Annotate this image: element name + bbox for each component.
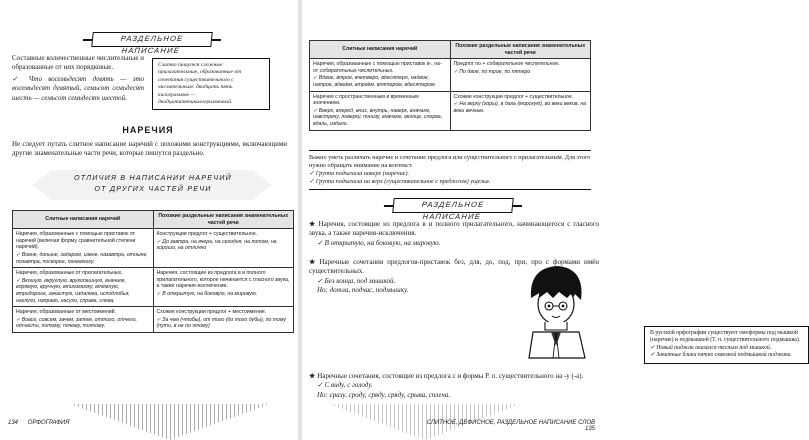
table-cell	[450, 91, 591, 130]
ortho-example-2: ✓ Закатные блики пятно сквозной подмышкой пиджака.	[650, 352, 792, 359]
cell-text: Наречия, образованные от прилагательных.	[16, 270, 123, 277]
subheading-line-2: ОТ ДРУГИХ ЧАСТЕЙ РЕЧИ	[94, 184, 212, 193]
bullet-example: ✓ В открытую, на боковую, на мировую.	[317, 238, 441, 247]
cell-text: Наречия, состоящие из предлога в и полного прилагательного, которое начинается с гласного звука, а также наречие-исключение.	[156, 270, 290, 290]
table-cell	[153, 307, 294, 333]
col-header-separate: Похожие раздельные написания знаменательных частей речи	[153, 211, 294, 229]
cell-text: Наречия, образованные с помощью приставок в-, на- от собирательных числительных.	[313, 61, 442, 74]
table-cell	[13, 268, 154, 307]
manga-student-illustration	[509, 258, 599, 358]
context-note	[309, 150, 591, 190]
table-header-row	[310, 41, 591, 59]
cell-text: Наречия, образованные от местоимений.	[16, 309, 116, 316]
bullet-item	[309, 372, 599, 400]
subheading-line-1: ОТЛИЧИЯ В НАПИСАНИИ НАРЕЧИЙ	[74, 173, 232, 182]
cell-text: Наречия, образованные с помощью приставок от наречий (включая форму сравнительной степени наречий).	[16, 231, 136, 251]
table-row	[310, 91, 591, 130]
cell-text: Конструкции предлог + существительное.	[156, 231, 258, 238]
cell-example: ✓ За чем (чтобы), от того (до того дубы), по тому (пути, в не по этому)	[156, 316, 287, 330]
star-icon: ★	[309, 258, 318, 266]
right-comparison-table	[309, 40, 591, 131]
left-footer	[8, 420, 128, 426]
col-header-solid: Слитные написания наречий	[310, 41, 451, 59]
col-header-separate: Похожие раздельные написания знаменательных частей речи	[450, 41, 591, 59]
right-page-number: 135	[584, 426, 595, 432]
cell-example: ✓ В открытую, на боковую, на мировую.	[156, 290, 258, 297]
warning-paragraph: Не следует путать слитное написание наречий с похожими конструкциями, включающими другие знаменательные части речи, которые пишутся раздельно.	[12, 140, 287, 158]
cell-example: ✓ На верху (горы), в даль (морскую), во веки веков, на веки вечные.	[453, 101, 587, 114]
cell-example: ✓ Вверх, вперед, вниз, внутрь, наверх, вначале, навстречу, поверху, понизу, вначале, вконце, сперва, вдаль, издали.	[313, 107, 443, 127]
table-cell	[450, 59, 591, 91]
note-example-1: ✓ Группа подъехала наверх (наречие).	[309, 170, 410, 177]
bullet-text: Наречные сочетания, состоящие из предлога с и формы Р. п. существительного на -у (-а).	[317, 372, 584, 380]
cell-example: ✓ Вдвое, втрое, вчетверо, вдесятеро, надвое, натрое, вдвоём, втроём, впятером, вдесятером.	[313, 75, 437, 88]
intro-text: Составные количественные числительные и образованные от них порядковые.	[12, 54, 144, 72]
separate-writing-banner: РАЗДЕЛЬНОЕ НАПИСАНИЕ	[91, 32, 213, 47]
table-cell	[310, 91, 451, 130]
cell-example: ✓ Вкошую, вкруглую, врукопашную, вначале, впрямую, вручную, втихомолку, втёмную, втридорога, зачастую, издалека, исподлобья, наглухо, направо, насухо, справа, слева.	[16, 277, 130, 304]
differences-subheading	[48, 172, 258, 194]
right-running-title: СЛИТНОЕ, ДЕФИСНОЕ, РАЗДЕЛЬНОЕ НАПИСАНИЕ СЛОВ	[426, 420, 595, 426]
compound-adjective-frame	[152, 58, 270, 110]
table-cell	[153, 268, 294, 307]
bullet-item	[309, 220, 599, 248]
bullet-example: ✓ С виду, с голоду.	[317, 381, 373, 390]
table-cell	[310, 59, 451, 91]
table-row	[13, 268, 294, 307]
intro-paragraph	[12, 54, 144, 103]
cell-text: Наречия с пространственным и временным значением.	[313, 93, 419, 107]
col-header-solid: Слитные написания наречий	[13, 211, 154, 229]
note-text: Важно уметь различать наречие и сочетание предлога или существительного с прилагательным. Для этого нужно обращать внимание на контекст.	[309, 154, 591, 169]
cell-text: Схожие конструкции предлог + местоимение.	[156, 309, 267, 316]
left-running-title: ОРФОГРАФИЯ	[27, 420, 70, 426]
table-cell	[13, 229, 154, 268]
adverbs-title: НАРЕЧИЯ	[122, 125, 174, 135]
separate-writing-banner: РАЗДЕЛЬНОЕ НАПИСАНИЕ	[392, 198, 514, 213]
bullet-text: Наречные сочетания предлогов-приставок без, для, до, под, при, про с формами имён существительных.	[309, 258, 600, 276]
bullet-text: Наречия, состоящие из предлога в и полного прилагательного, начинающегося с гласного звука, а также наречия-исключения.	[309, 220, 599, 238]
table-cell	[153, 229, 294, 268]
cell-example: ✓ Вовсе, совсем, зачем, затем, оттого, отчего, отчасти, потому, почему, поэтому.	[16, 316, 137, 330]
cell-example: ✓ До завтра, на вчера, на сегодня, на потом, на хорошо, на отлично	[156, 238, 277, 252]
note-example-2: ✓ Группа подъехала на верх (существительное с предлогом) ущелья.	[309, 178, 491, 185]
orthography-frame	[644, 326, 809, 364]
left-page-number: 134	[8, 420, 19, 426]
star-icon: ★	[309, 372, 316, 380]
table-row	[310, 59, 591, 91]
cell-text: Предлог по + собирательное числительное.	[453, 61, 560, 68]
table-row	[13, 229, 294, 268]
bullet-exception: Но: дотла, подчас, подмышку.	[317, 285, 409, 294]
cell-example: ✓ Вовне, доныне, задаром, извне, назавтра, отныне, позавтра, поскорее, понемногу.	[16, 251, 148, 265]
ortho-example-1: ✓ Новый пиджак оказался тесным под мышкой.	[650, 344, 772, 351]
intro-example: ✓ Что восемьдесят девять — это восемьдесят девятый, семьсот семьдесят шесть — семьсот семьдесят шестой.	[12, 74, 144, 102]
star-icon: ★	[309, 220, 317, 228]
frame-text: Слитно пишутся сложные прилагательные, образованные от сочетания существительного с числительным: двадцать пять килограммов — двадцатипятикилограммовый.	[158, 62, 242, 106]
table-header-row	[13, 211, 294, 229]
cell-text: Схожие конструкции предлог + существительное.	[453, 93, 574, 100]
bullet-example: ✓ Без конца, под мышкой.	[317, 276, 396, 285]
right-page	[301, 0, 801, 440]
bullet-exception: Но: сразу, сроду, сряду, сряду, срыва, сплеча.	[317, 390, 451, 399]
right-footer	[410, 420, 595, 432]
ortho-text: В русской орфографии существуют омоформы под мышкой (наречие) и подмышкой (Т. п. существительного подмышка).	[650, 330, 801, 344]
left-comparison-table	[12, 210, 294, 333]
cell-example: ✓ По двое, по трое, по пятеро	[453, 68, 531, 75]
table-cell	[13, 307, 154, 333]
left-page	[0, 0, 299, 440]
table-row	[13, 307, 294, 333]
